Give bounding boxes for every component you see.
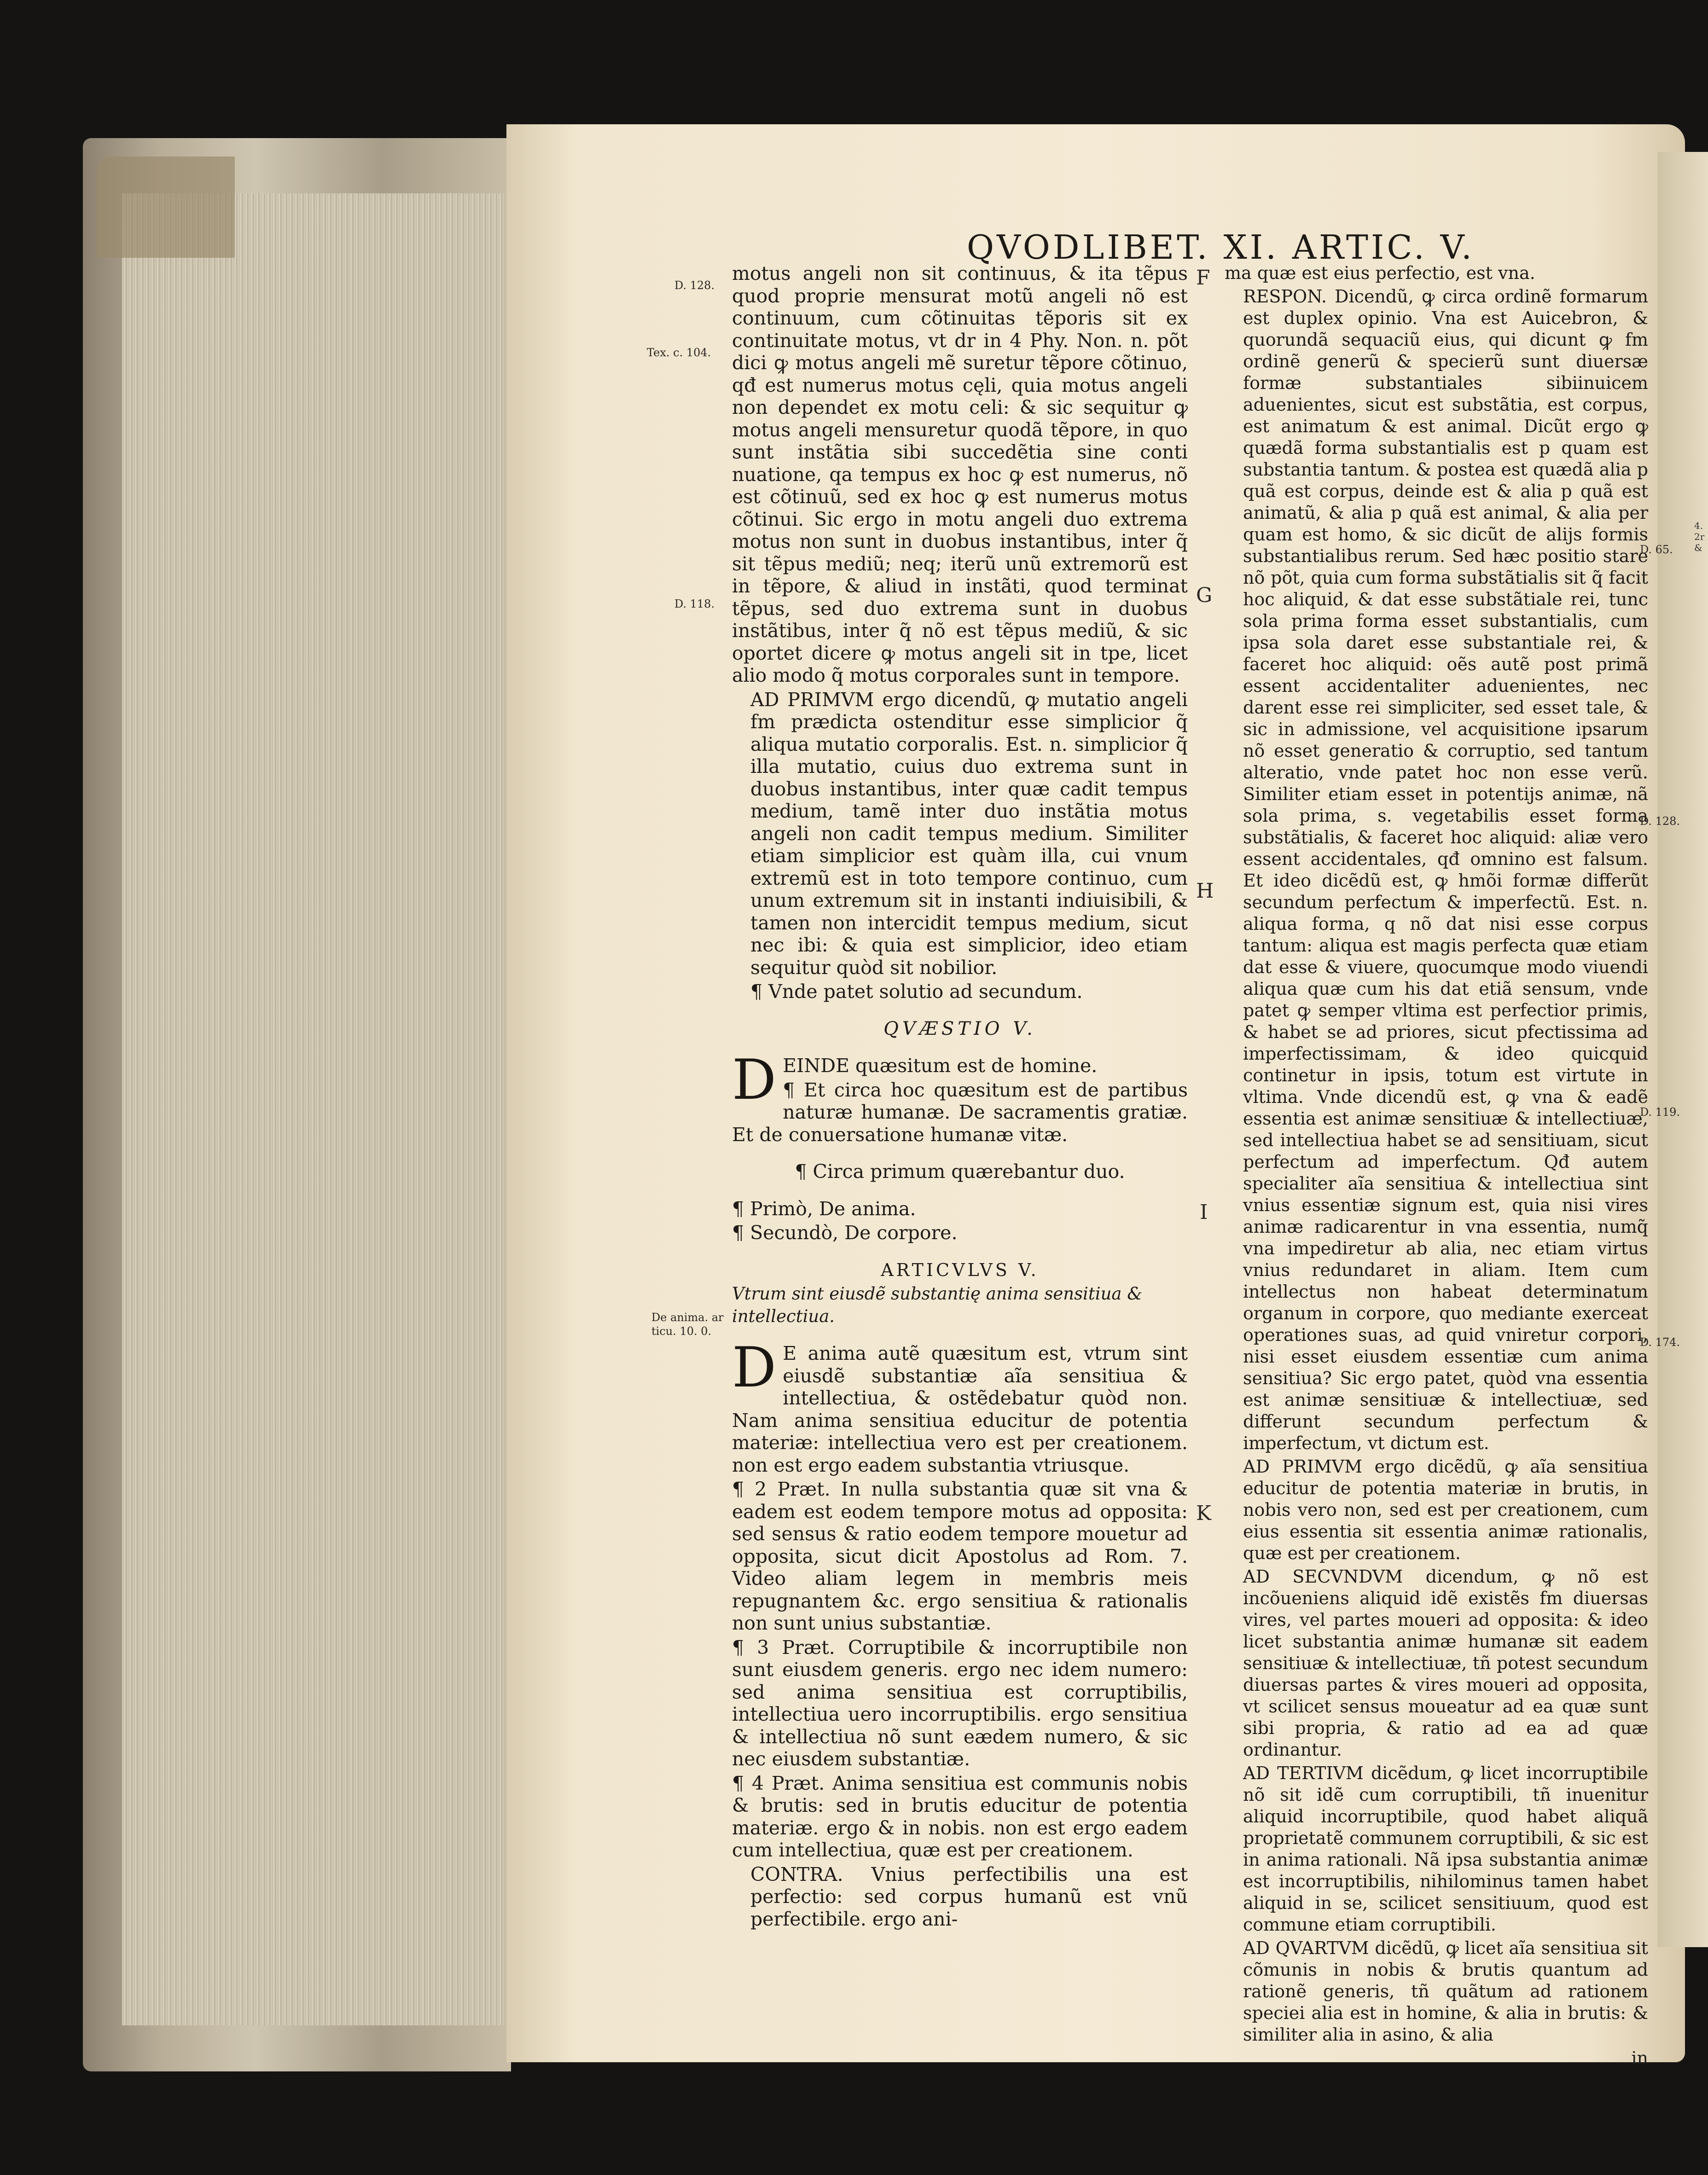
margin-note: D. 118.: [674, 597, 715, 610]
paragraph: RESPON. Dicendũ, ꝙ circa ordinẽ formarum est duplex opinio. Vna est Auicebron, & quorundã sequaciũ eius, qui dicunt ꝙ fm ordinẽ generũ & specierũ sunt diuersæ formæ substantiales sibiinuicem aduenientes, sicut est substãtia, est corpus, est animatum & est animal. Dicũt ergo ꝙ quædã forma substantialis est p quam est substantia tantum. & postea est quædã alia p quã est corpus, deinde est & alia p quã est animatũ, & alia p quã est animal, & alia per quam est homo, & sic dicũt de alijs formis substantialibus rerum. Sed hæc positio stare nõ põt, quia cum forma substãtialis sit q̃ facit hoc aliquid, & dat esse substãtiale rei, tunc sola prima forma esset substantialis, cum ipsa sola daret esse substantiale rei, & faceret hoc aliquid: oẽs autẽ post primã essent accidentaliter aduenientes, nec darent esse rei simpliciter, sed esset tale, & sic in admissione, vel acquisitione ipsarum nõ esset generatio & corruptio, sed tantum alteratio, vnde patet hoc non esse verũ. Similiter etiam esset in potentijs animæ, nã sola prima, s. vegetabilis esset forma substãtialis, & faceret hoc aliquid: aliæ vero essent accidentales, qđ omnino est falsum. Et ideo dicẽdũ est, ꝙ hmõi formæ differũt secundum perfectum & imperfectũ. Est. n. aliqua forma, q nõ dat nisi esse corpus tantum: aliqua est magis perfecta quæ etiam dat esse & viuere, quocumque modo viuendi aliqua quæ cum his dat etiã sensum, vnde patet ꝙ semper vltima est perfectior primis, & habet se ad priores, sicut pfectissima ad imperfectissimam, & ideo quicquid continetur in ipsis, totum est virtute in vltima. Vnde dicendũ est, ꝙ vna & eadẽ essentia est animæ sensitiuæ & intellectiuæ, sed intellectiua habet se ad sensitiuam, sicut perfectum ad imperfectum. Qđ autem specialiter aĩa sensitiua & intellectiua sint vnius essentiæ signum est, quia nisi vires animæ radicarentur in vna essentia, numq̃ vna impediretur ab alia, nec etiam virtus vnius redundaret in aliam. Item cum intellectus non habeat determinatum organum in corpore, quo mediante exerceat operationes suas, ad quid vniretur corpori, nisi esset eiusdem essentiæ cum anima sensitiua? Sic ergo patet, quòd vna essentia est animæ sensitiuæ & intellectiuæ, sed differunt secundum perfectum & imperfectum, vt dictum est.: [1243, 286, 1648, 1453]
list-item: ¶ Secundò, De corpore.: [732, 1222, 958, 1244]
paragraph: AD PRIMVM ergo dicendũ, ꝙ mutatio angeli fm prædicta ostenditur esse simplicior q̃ aliqua mutatio corporalis. Est. n. simplicior q̃ illa mutatio, cuius duo extrema sunt in duobus instantibus, inter quæ cadit tempus medium, tamẽ inter duo instãtia motus angeli non cadit tempus medium. Similiter etiam simplicior est quàm illa, cui vnum extremũ est in toto tempore continuo, cum unum extremum sit in instanti indiuisibili, & tamen non intercidit tempus medium, sicut nec ibi: & quia est simplicior, ideo etiam sequitur quòd sit nobilior.: [750, 688, 1188, 979]
margin-letter: H: [1196, 879, 1214, 903]
page-edges: [122, 193, 504, 2025]
margin-note: D. 128.: [674, 279, 715, 292]
paragraph: motus angeli non sit continuus, & ita tẽpus quod proprie mensurat motũ angeli nõ est continuum, cum cõtinuitas tẽporis sit ex continuitate motus, vt dr in 4 Phy. Non. n. põt dici ꝙ motus angeli mẽ suretur tẽpore cõtinuo, qđ est numerus motus cęli, quia motus angeli non dependet ex motu celi: & sic sequitur ꝙ motus angeli mensuretur quodã tẽpore, in quo sunt instãtia sibi succedẽtia sine conti nuatione, qa tempus ex hoc ꝙ est numerus, nõ est cõtinuũ, sed ex hoc ꝙ est numerus motus cõtinui. Sic ergo in motu angeli duo extrema motus non sunt in duobus instantibus, inter q̃ sit tẽpus mediũ; neq; iterũ unũ extremorũ est in tẽpore, & aliud in instãti, quod terminat tẽpus, sed duo extrema sunt in duobus instãtibus, inter q̃ nõ est tẽpus mediũ, & sic oportet dicere ꝙ motus angeli sit in tpe, licet alio modo q̃ motus corporales sunt in tempore.: [732, 262, 1188, 686]
margin-note: ticu. 10. 0.: [651, 1325, 712, 1338]
worn-cover-corner: [97, 157, 235, 258]
paragraph: ¶ Et circa hoc quæsitum est de partibus naturæ humanæ. De sacramentis gratiæ. Et de conuersatione humanæ vitæ.: [732, 1079, 1188, 1146]
catchword: in: [1631, 2048, 1648, 2068]
margin-letter: G: [1196, 584, 1213, 607]
paragraph: AD PRIMVM ergo dicẽdũ, ꝙ aĩa sensitiua educitur de potentia materiæ in brutis, in nobis vero non, sed est per creationem, cum eius essentia sit essentia animæ rationalis, quæ est per creationem.: [1243, 1456, 1648, 1563]
margin-letter: F: [1196, 266, 1210, 290]
question-heading: QVÆSTIO V.: [883, 1018, 1036, 1039]
article-heading: ARTICVLVS V.: [881, 1259, 1039, 1280]
paragraph: CONTRA. Vnius perfectibilis una est perfectio: sed corpus humanũ est vnũ perfectibile. ergo ani-: [750, 1863, 1188, 1930]
paragraph: AD TERTIVM dicẽdum, ꝙ licet incorruptibile nõ sit idẽ cum corruptibili, tñ inuenitur aliquid incorruptibile, quod habet aliquã proprietatẽ communem corruptibili, & sic est in anima rationali. Nã ipsa substantia animæ est incorruptibilis, nihilominus tamen habet aliquid in se, scilicet sensitiuum, quod est commune etiam corruptibili.: [1243, 1763, 1648, 1935]
paragraph: ma quæ est eius perfectio, est vna.: [1225, 263, 1535, 283]
running-head: QVODLIBET. XI. ARTIC. V.: [967, 228, 1475, 267]
margin-note: D. 119.: [1640, 1106, 1680, 1119]
text-column-right: [1225, 262, 1648, 2071]
margin-note: D. 65.: [1640, 543, 1673, 556]
paragraph: ¶ Vnde patet solutio ad secundum.: [750, 980, 1083, 1003]
paragraph: ¶ 4 Præt. Anima sensitiua est communis nobis & brutis: sed in brutis educitur de potentia materiæ. ergo & in nobis. non est ergo eadem cum intellectiua, quæ est per creationem.: [732, 1772, 1188, 1861]
drop-capital: D: [732, 1336, 777, 1400]
margin-note: De anima. ar: [651, 1311, 724, 1324]
paragraph-dropcap: DEINDE quæsitum est de homine.: [732, 1048, 1098, 1112]
margin-letter: K: [1196, 1502, 1211, 1525]
paragraph: ¶ 2 Præt. In nulla substantia quæ sit vna & eadem est eodem tempore motus ad opposita: sed sensus & ratio eodem tempore mouetur ad opposita, sicut dicit Apostolus ad Rom. 7. Video aliam legem in membris meis repugnantem &c. ergo sensitiua & rationalis non sunt unius substantiæ.: [732, 1478, 1188, 1634]
paragraph: AD SECVNDVM dicendum, ꝙ nõ est incõueniens aliquid idẽ existẽs fm diuersas vires, vel partes moueri ad opposita: & ideo licet substantia animæ humanæ sit eadem sensitiuæ & intellectiuæ, tñ potest secundum diuersas partes & vires moueri ad opposita, vt scilicet sensus moueatur ad ea quæ sunt sibi propria, & ratio ad ea ad quæ ordinantur.: [1243, 1566, 1648, 1760]
adjacent-page: [1657, 152, 1708, 1947]
margin-note: Tex. c. 104.: [647, 346, 711, 359]
margin-note: D. 128.: [1640, 815, 1680, 828]
margin-letter: I: [1200, 1201, 1208, 1224]
paragraph: AD QVARTVM dicẽdũ, ꝙ licet aĩa sensitiua sit cõmunis in nobis & brutis quantum ad rationẽ generis, tñ quãtum ad rationem speciei alia est in homine, & alia in brutis: & similiter alia in asino, & alia: [1243, 1938, 1648, 2045]
paragraph-dropcap: D E anima autẽ quæsitum est, vtrum sint eiusdẽ substantiæ aĩa sensitiua & intellectiua, & ostẽdebatur quòd non. Nam anima sensitiua educitur de potentia materiæ: intellectiua vero est per creationem. non est ergo eadem substantia vtriusque.: [732, 1336, 1188, 1476]
adjacent-page-mark: 4. 2r &: [1694, 520, 1705, 553]
article-question: Vtrum sint eiusdẽ substantię anima sensitiua & intellectiua.: [732, 1284, 1143, 1326]
list-item: ¶ Primò, De anima.: [732, 1197, 916, 1220]
margin-note: D. 174.: [1640, 1336, 1680, 1349]
paragraph: ¶ 3 Præt. Corruptibile & incorruptibile non sunt eiusdem generis. ergo nec idem numero: sed anima sensitiua est corruptibilis, intellectiua uero incorruptibilis. ergo sensitiua & intellectiua nõ sunt eædem numero, & sic nec eiusdem substantiæ.: [732, 1636, 1188, 1770]
paragraph: ¶ Circa primum quærebantur duo.: [795, 1160, 1125, 1183]
text-column-left: [732, 262, 1188, 1932]
drop-capital: D: [732, 1048, 777, 1112]
